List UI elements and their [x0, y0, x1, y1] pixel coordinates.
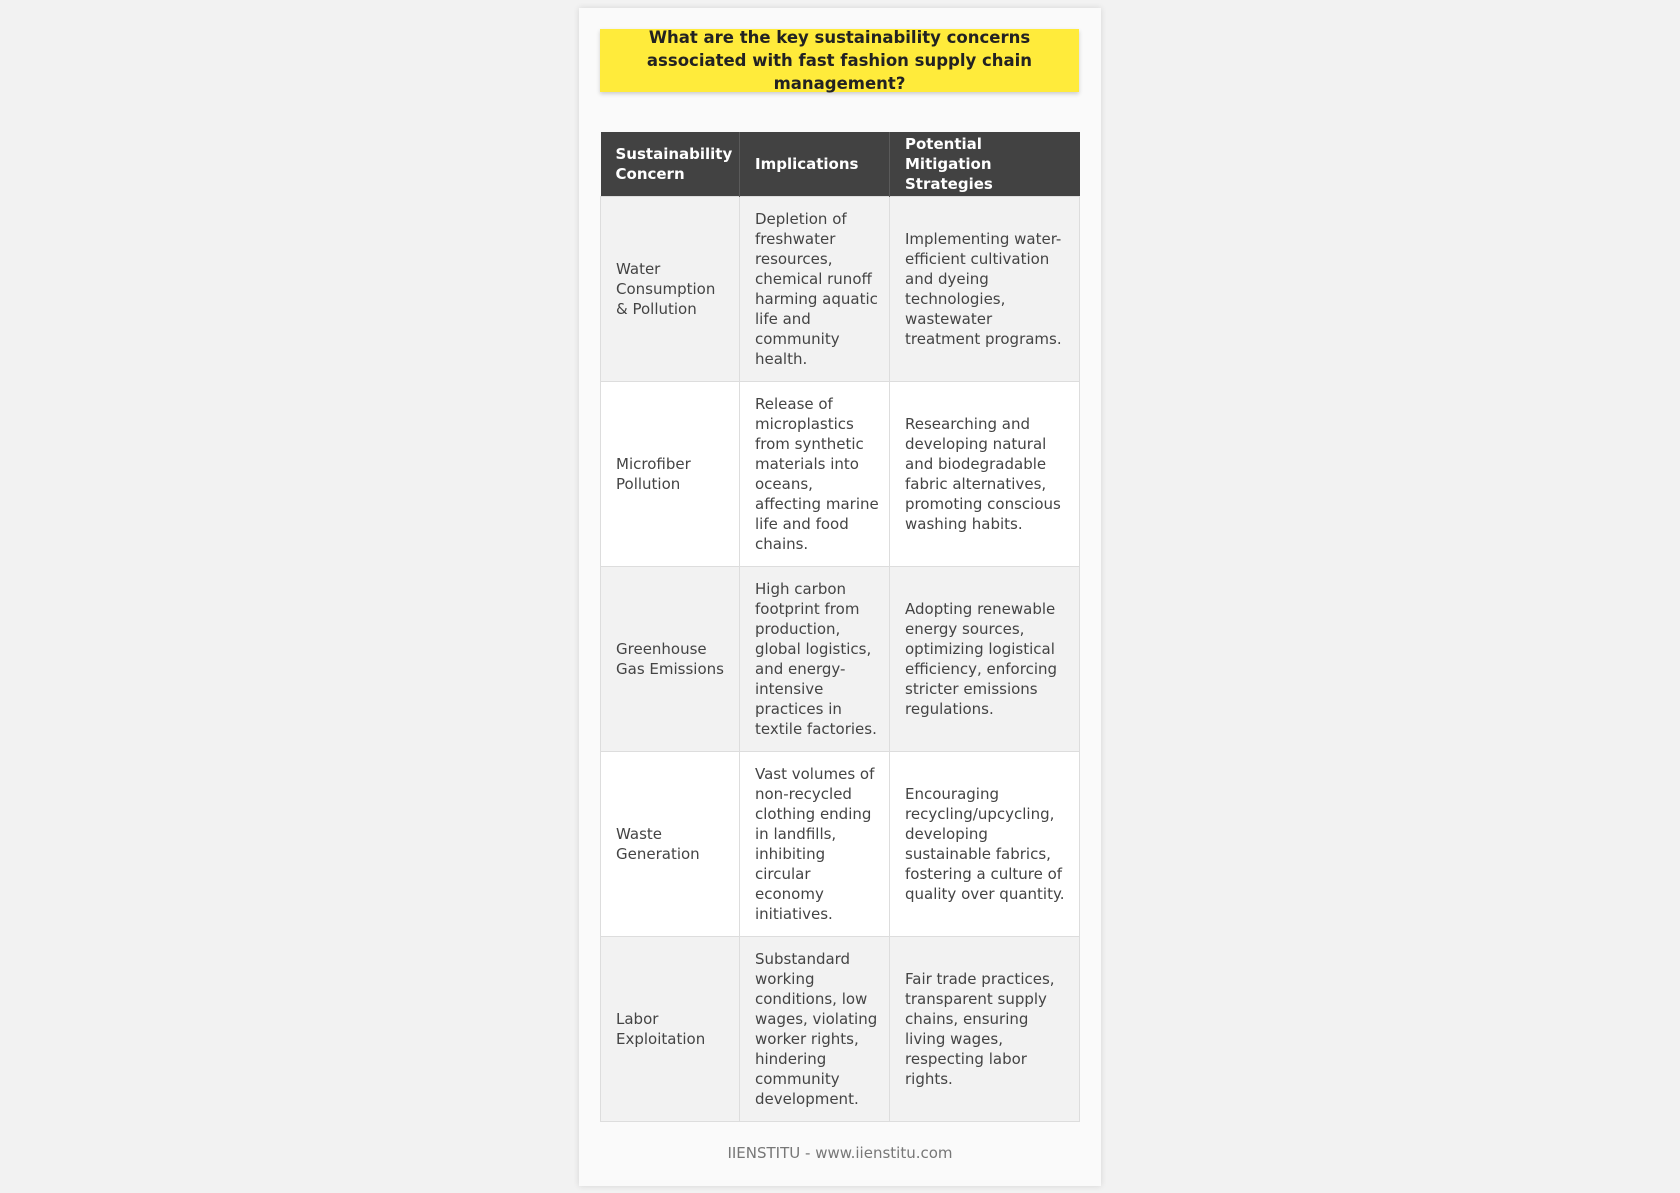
table-row [601, 566, 1080, 751]
table-header-row [601, 132, 1080, 196]
table-row [601, 936, 1080, 1121]
cell-strategies: Researching and developing natural and biodegradable fabric alternatives, promoting conscious washing habits. [890, 381, 1080, 566]
cell-concern: Greenhouse Gas Emissions [601, 566, 740, 751]
cell-implications: High carbon footprint from production, global logistics, and energy-intensive practices in textile factories. [740, 566, 890, 751]
cell-implications: Vast volumes of non-recycled clothing ending in landfills, inhibiting circular economy initiatives. [740, 751, 890, 936]
cell-concern: Water Consumption & Pollution [601, 196, 740, 381]
question-title: What are the key sustainability concerns associated with fast fashion supply chain management? [600, 29, 1079, 92]
cell-concern: Waste Generation [601, 751, 740, 936]
table-row [601, 751, 1080, 936]
table-row [601, 381, 1080, 566]
cell-implications: Substandard working conditions, low wages, violating worker rights, hindering community development. [740, 936, 890, 1121]
header-strategies: Potential Mitigation Strategies [890, 132, 1080, 196]
cell-strategies: Encouraging recycling/upcycling, developing sustainable fabrics, fostering a culture of quality over quantity. [890, 751, 1080, 936]
cell-strategies: Adopting renewable energy sources, optimizing logistical efficiency, enforcing stricter emissions regulations. [890, 566, 1080, 751]
header-implications: Implications [740, 132, 890, 196]
cell-strategies: Fair trade practices, transparent supply chains, ensuring living wages, respecting labor rights. [890, 936, 1080, 1121]
footer-credit: IIENSTITU - www.iienstitu.com [727, 1144, 953, 1162]
table-row [601, 196, 1080, 381]
content-card [579, 8, 1101, 1186]
cell-strategies: Implementing water-efficient cultivation and dyeing technologies, wastewater treatment programs. [890, 196, 1080, 381]
cell-concern: Microfiber Pollution [601, 381, 740, 566]
cell-concern: Labor Exploitation [601, 936, 740, 1121]
cell-implications: Release of microplastics from synthetic materials into oceans, affecting marine life and food chains. [740, 381, 890, 566]
sustainability-table [600, 132, 1080, 1122]
cell-implications: Depletion of freshwater resources, chemical runoff harming aquatic life and community health. [740, 196, 890, 381]
header-concern: Sustainability Concern [601, 132, 740, 196]
